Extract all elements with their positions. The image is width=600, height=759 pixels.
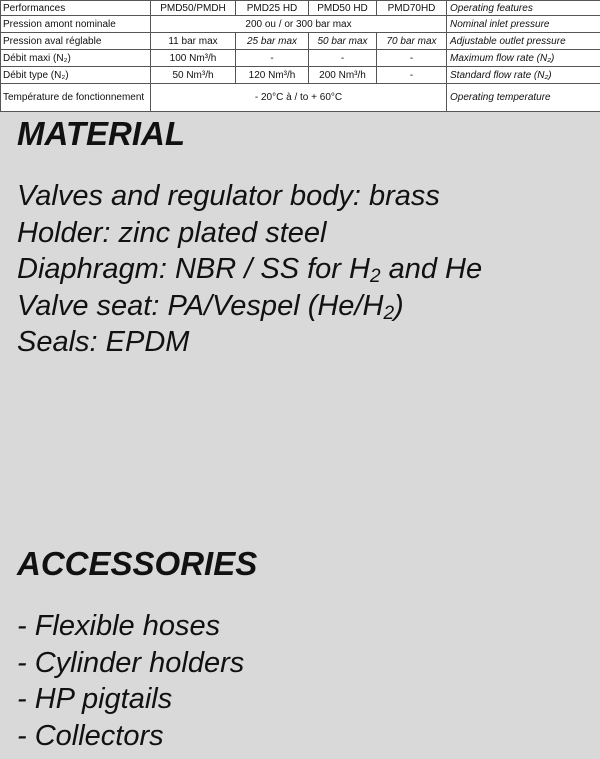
max-flow-value: - — [236, 50, 309, 67]
outlet-value: 25 bar max — [236, 33, 309, 50]
std-flow-value: 120 Nm³/h — [236, 67, 309, 84]
max-flow-value: - — [309, 50, 377, 67]
material-line: Diaphragm: NBR / SS for $H_2$ and He — [17, 253, 483, 287]
std-flow-label: Débit type (N₂) — [1, 67, 151, 84]
spec-row-max-flow — [1, 50, 600, 67]
outlet-value: 50 bar max — [309, 33, 377, 50]
model-pmd25hd: PMD25 HD — [236, 1, 309, 16]
accessory-item: - Collectors — [17, 719, 164, 752]
std-flow-english: Standard flow rate (N₂) — [447, 67, 600, 84]
spec-header-row — [1, 1, 600, 16]
outlet-label: Pression aval réglable — [1, 33, 151, 50]
model-pmd50-pmdh: PMD50/PMDH — [151, 1, 236, 16]
std-flow-value: 200 Nm³/h — [309, 67, 377, 84]
material-line: Valves and regulator body: brass — [17, 180, 440, 212]
spec-row-inlet — [1, 16, 600, 33]
model-pmd70hd: PMD70HD — [377, 1, 447, 16]
accessory-item: - HP pigtails — [17, 683, 173, 715]
outlet-value: 11 bar max — [151, 33, 236, 50]
std-flow-value: - — [377, 67, 447, 84]
inlet-value: 200 ou / or 300 bar max — [151, 16, 447, 33]
material-heading: MATERIAL — [17, 115, 186, 152]
max-flow-label: Débit maxi (N₂) — [1, 50, 151, 67]
accessory-item: - Flexible hoses — [17, 610, 221, 642]
spec-table — [0, 0, 600, 112]
temperature-value: - 20°C à / to + 60°C — [151, 84, 447, 112]
spec-row-temperature — [1, 84, 600, 112]
accessories-heading: ACCESSORIES — [17, 545, 258, 582]
spec-row-outlet — [1, 33, 600, 50]
material-line: Holder: zinc plated steel — [17, 216, 327, 249]
temperature-label: Température de fonctionnement — [1, 84, 151, 112]
accessory-item: - Cylinder holders — [17, 646, 245, 679]
max-flow-english: Maximum flow rate (N₂) — [447, 50, 600, 67]
material-line: Valve seat: PA/Vespel $(He/H_2)$ — [17, 289, 404, 324]
max-flow-value: 100 Nm³/h — [151, 50, 236, 67]
temperature-english: Operating temperature — [447, 84, 600, 112]
material-list — [17, 178, 482, 361]
inlet-label: Pression amont nominale — [1, 16, 151, 33]
outlet-english: Adjustable outlet pressure — [447, 33, 600, 50]
spec-header-english: Operating features — [447, 1, 600, 16]
material-line: Seals: EPDM — [17, 326, 190, 358]
inlet-english: Nominal inlet pressure — [447, 16, 600, 33]
max-flow-value: - — [377, 50, 447, 67]
model-pmd50hd: PMD50 HD — [309, 1, 377, 16]
outlet-value: 70 bar max — [377, 33, 447, 50]
std-flow-value: 50 Nm³/h — [151, 67, 236, 84]
spec-row-std-flow — [1, 67, 600, 84]
spec-header-label: Performances — [1, 1, 151, 16]
accessories-list — [17, 608, 244, 754]
